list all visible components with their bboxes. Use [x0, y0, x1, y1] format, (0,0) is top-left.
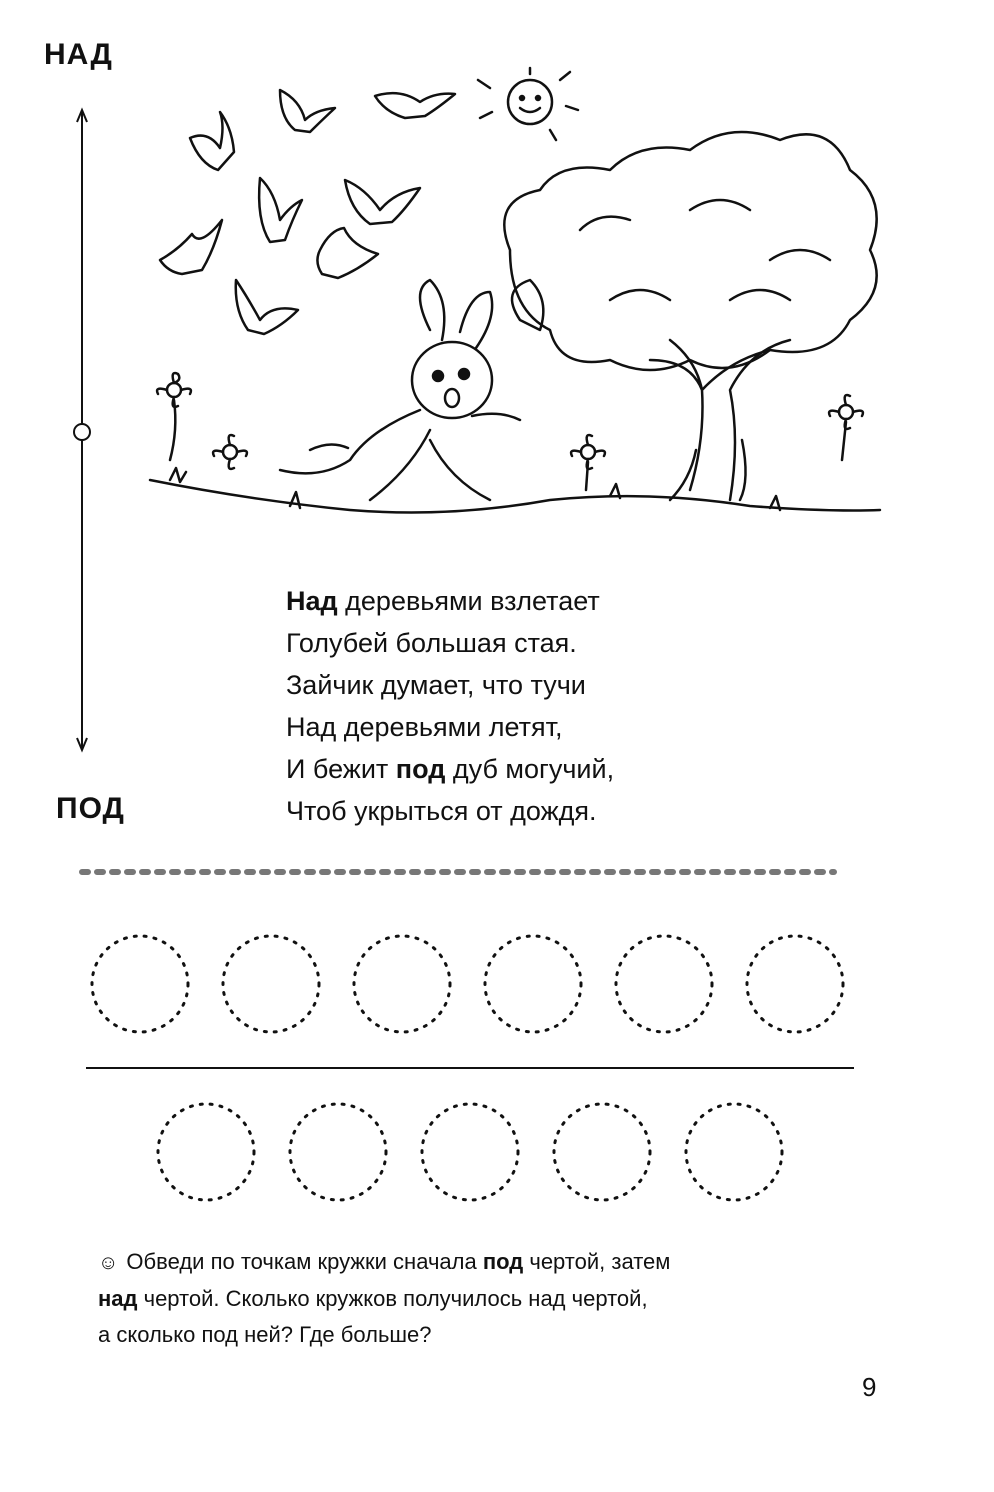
poem-line: Голубей большая стая. [286, 628, 577, 658]
dotted-circle[interactable] [616, 936, 712, 1032]
page-number: 9 [862, 1372, 877, 1402]
dotted-circle[interactable] [554, 1104, 650, 1200]
instruction-text: ☺ Обведи по точкам кружки сначала под чертой, затем над чертой. Сколько кружков получилось над чертой, а сколько под ней? Где больше? [98, 1249, 671, 1347]
smiley-icon: ☺ [98, 1252, 119, 1274]
dotted-circle[interactable] [158, 1104, 254, 1200]
dotted-circle[interactable] [747, 936, 843, 1032]
poem-line: И бежит под дуб могучий, [286, 754, 615, 784]
poem-line: Над деревьями летят, [286, 712, 563, 742]
dotted-circle[interactable] [354, 936, 450, 1032]
dotted-circle[interactable] [290, 1104, 386, 1200]
dotted-circle[interactable] [223, 936, 319, 1032]
dotted-circle[interactable] [92, 936, 188, 1032]
poem-line: Чтоб укрыться от дождя. [286, 796, 597, 826]
label-below: ПОД [56, 792, 125, 825]
dotted-circle[interactable] [485, 936, 581, 1032]
label-above: НАД [44, 38, 113, 71]
dotted-circle[interactable] [422, 1104, 518, 1200]
dotted-circle[interactable] [686, 1104, 782, 1200]
poem-line: Над деревьями взлетает [286, 586, 600, 616]
poem-line: Зайчик думает, что тучи [286, 670, 586, 700]
